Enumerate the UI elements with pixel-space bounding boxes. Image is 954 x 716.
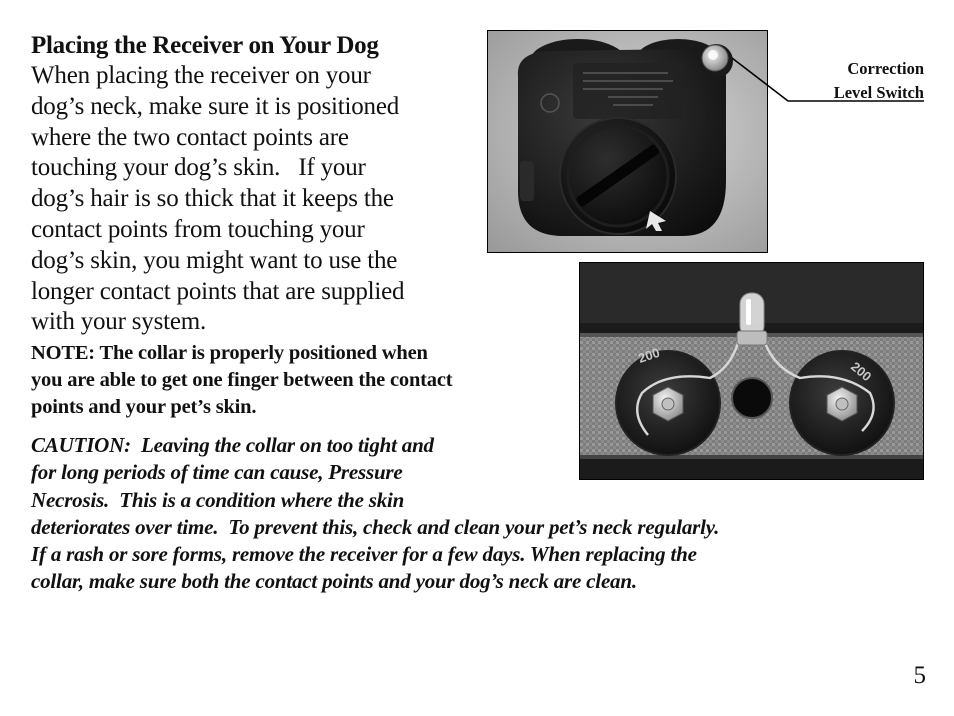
contact-points-photo: [579, 262, 924, 480]
body-line: with your system.: [31, 308, 207, 336]
body-line: touching your dog’s skin. If your: [31, 154, 366, 182]
body-line: dog’s hair is so thick that it keeps the: [31, 185, 394, 213]
callout-line-1: Correction: [847, 59, 924, 78]
page-number: 5: [913, 662, 926, 689]
note-line: you are able to get one finger between the contact: [31, 369, 453, 391]
section-heading: Placing the Receiver on Your Dog: [31, 32, 379, 59]
caution-line: Necrosis. This is a condition where the skin: [31, 487, 405, 512]
note-paragraph: [31, 340, 452, 421]
body-paragraph: [31, 61, 481, 338]
marking-right: 200: [848, 358, 875, 385]
body-line: contact points from touching your: [31, 215, 365, 243]
callout-line-2: Level Switch: [833, 82, 924, 102]
body-line: When placing the receiver on your: [31, 62, 371, 89]
caution-line: for long periods of time can cause, Pressure: [31, 460, 403, 485]
caution-line: deteriorates over time. To prevent this, check and clean your pet’s neck regularly.: [31, 514, 720, 539]
caution-line: CAUTION: Leaving the collar on too tight and: [31, 433, 434, 457]
correction-level-switch-callout: [834, 57, 924, 104]
body-line: longer contact points that are supplied: [31, 277, 405, 305]
caution-line: collar, make sure both the contact points and your dog’s neck are clean.: [31, 569, 637, 594]
body-line: dog’s neck, make sure it is positioned: [31, 92, 400, 120]
body-line: where the two contact points are: [31, 123, 349, 151]
receiver-photo: [487, 30, 768, 253]
caution-line: If a rash or sore forms, remove the receiver for a few days. When replacing the: [31, 542, 697, 567]
marking-left: 200: [636, 344, 662, 366]
note-line: NOTE: The collar is properly positioned when: [31, 342, 428, 364]
note-line: points and your pet’s skin.: [31, 396, 257, 418]
body-line: dog’s skin, you might want to use the: [31, 246, 398, 274]
